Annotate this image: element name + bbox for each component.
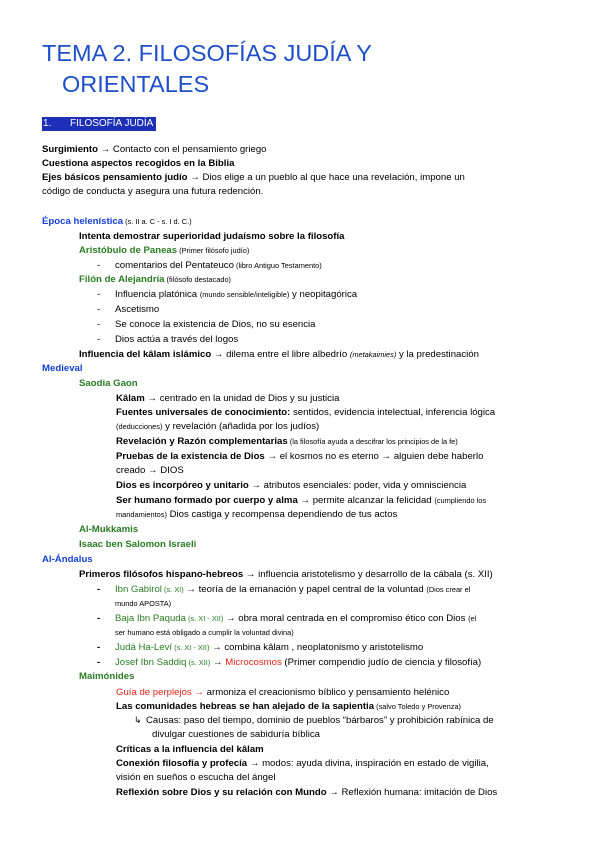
and-criticas: Críticas a la influencia del kâlam <box>116 744 264 755</box>
list-item: - Ibn Gabirol (s. XI) → teoría de la emanación y papel central de la voluntad (Dios crear el <box>97 584 471 595</box>
list-item: - Baja Ibn Paquda (s. XI - XII) → obra moral centrada en el compromiso ético con Dios (el <box>97 613 477 624</box>
list-item-cont: mundo APOSTA) <box>115 599 172 608</box>
hel-filon: Filón de Alejandría (filósofo destacado) <box>79 274 232 285</box>
hel-aristobulo: Aristóbulo de Paneas (Primer filósofo judío) <box>79 245 250 256</box>
page-title <box>42 38 582 100</box>
subitem-arrow-icon: ↳ <box>134 715 142 725</box>
intro-ejes: Ejes básicos pensamiento judío → Dios elige a un pueblo al que hace una revelación, impone un <box>42 172 465 183</box>
section-number: 1. <box>43 118 52 129</box>
title-line-2: ORIENTALES <box>62 71 210 97</box>
heading-andalus: Al-Ándalus <box>42 554 93 565</box>
and-causas: ↳ Causas: paso del tiempo, dominio de pueblos “bárbaros” y prohibición rabínica de <box>134 715 494 726</box>
med-pruebas: Pruebas de la existencia de Dios → el kosmos no es eterno → alguien debe haberlo <box>116 451 484 462</box>
section-label: FILOSOFÍA JUDÍA <box>70 118 154 129</box>
list-item: - Influencia platónica (mundo sensible/inteligible) y neopitagórica <box>97 289 358 300</box>
med-fuentes-cont: (deducciones) y revelación (añadida por los judíos) <box>116 421 320 432</box>
list-item: - Ascetismo <box>97 304 160 315</box>
heading-helenistica: Época helenística (s. II a. C - s. I d. C.) <box>42 216 192 227</box>
and-causas-cont: divulgar cuestiones de sabiduría bíblica <box>152 729 320 740</box>
intro-surgimiento: Surgimiento → Contacto con el pensamiento griego <box>42 144 267 155</box>
med-saodia: Saodia Gaon <box>79 378 138 389</box>
and-conexion-cont: visión en sueños o escucha del ángel <box>116 772 276 783</box>
list-item: - Se conoce la existencia de Dios, no su esencia <box>97 319 316 330</box>
and-reflexion: Reflexión sobre Dios y su relación con Mundo → Reflexión humana: imitación de Dios <box>116 787 498 798</box>
list-item: - Judá Ha-Leví (s. XI - XII) → combina kâlam , neoplatonismo y aristotelismo <box>97 642 424 653</box>
med-incorporeo: Dios es incorpóreo y unitario → atributos esenciales: poder, vida y omnisciencia <box>116 480 467 491</box>
and-guia: Guía de perplejos → armoniza el creacionismo bíblico y pensamiento helénico <box>116 687 450 698</box>
list-item-cont: ser humano está obligado a cumplir la voluntad divina) <box>115 628 294 637</box>
med-pruebas-cont: creado → DIOS <box>116 465 184 476</box>
and-conexion: Conexión filosofía y profecía → modos: ayuda divina, inspiración en estado de vigilia, <box>116 758 489 769</box>
list-item: - Dios actúa a través del logos <box>97 334 239 345</box>
intro-cuestiona: Cuestiona aspectos recogidos en la Biblia <box>42 158 235 169</box>
list-item: - Josef Ibn Saddiq (s. XII) → Microcosmos (Primer compendio judío de ciencia y filosofía) <box>97 657 482 668</box>
med-humano-cont: mandamientos) Dios castiga y recompensa dependiendo de tus actos <box>116 509 398 520</box>
med-humano: Ser humano formado por cuerpo y alma → permite alcanzar la felicidad (cumpliendo los <box>116 495 487 506</box>
and-comunidades: Las comunidades hebreas se han alejado de la sapientia (salvo Toledo y Provenza) <box>116 701 462 712</box>
section-heading <box>42 117 156 131</box>
and-primeros: Primeros filósofos hispano-hebreos → influencia aristotelismo y desarrollo de la cábala (s. XII) <box>79 569 493 580</box>
hel-intenta: Intenta demostrar superioridad judaísmo sobre la filosofía <box>79 231 345 242</box>
med-fuentes: Fuentes universales de conocimiento: sentidos, evidencia intelectual, inferencia lógica <box>116 407 496 418</box>
med-revelacion: Revelación y Razón complementarias (la filosofía ayuda a descifrar los principios de la fe) <box>116 436 458 447</box>
list-item: - comentarios del Pentateuco (libro Antiguo Testamento) <box>97 260 322 271</box>
med-kalam: Kâlam → centrado en la unidad de Dios y su justicia <box>116 393 340 404</box>
intro-ejes-cont: código de conducta y asegura una futura redención. <box>42 186 264 197</box>
med-mukkamis: Al-Mukkamis <box>79 524 139 535</box>
med-isaac: Isaac ben Salomon Israeli <box>79 539 197 550</box>
title-line-1: TEMA 2. FILOSOFÍAS JUDÍA Y <box>42 40 372 66</box>
and-maimonides: Maimónides <box>79 671 135 682</box>
heading-medieval: Medieval <box>42 363 83 374</box>
hel-kalam: Influencia del kâlam islámico → dilema entre el libre albedrío (metakaimies) y la predestinación <box>79 349 479 360</box>
